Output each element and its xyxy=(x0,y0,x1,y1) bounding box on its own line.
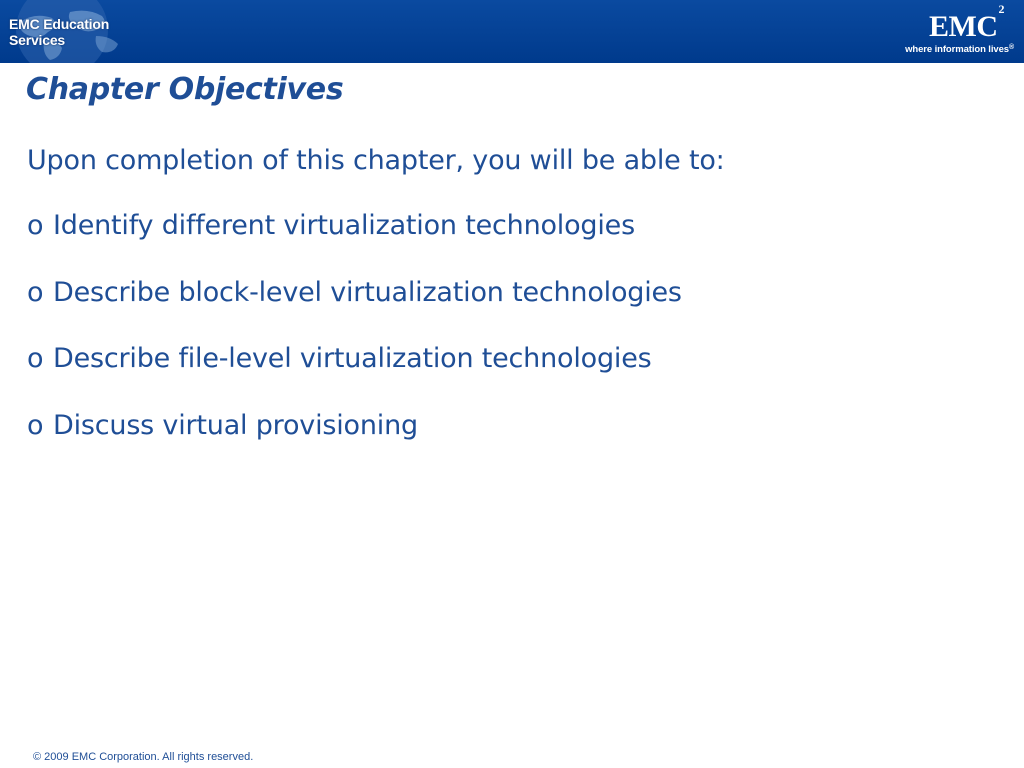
emc-tagline-text: where information lives xyxy=(905,44,1009,55)
emc-brand xyxy=(884,2,1004,43)
emc-tagline-mark: ® xyxy=(1008,44,1014,51)
emc-brand-text: EMC xyxy=(929,10,998,43)
list-item-text: Identify different virtualization technologies xyxy=(53,210,635,241)
slide-title: Chapter Objectives xyxy=(26,72,344,107)
bullet-marker: o xyxy=(27,276,44,308)
bullet-marker: o xyxy=(27,343,44,374)
intro-text: Upon completion of this chapter, you will be able to: xyxy=(27,145,725,176)
globe-logo-icon xyxy=(0,0,150,63)
emc-tagline xyxy=(884,44,1014,55)
bullet-marker: o xyxy=(27,409,44,441)
bullet-marker: o xyxy=(27,210,44,241)
list-item xyxy=(27,210,682,277)
list-item xyxy=(27,343,682,410)
list-item-text: Describe file-level virtualization technologies xyxy=(53,343,652,374)
education-services-logo-text: EMC Education Services xyxy=(9,16,110,48)
emc-logo xyxy=(884,2,1014,56)
list-item-text: Discuss virtual provisioning xyxy=(53,409,418,441)
list-item-text: Describe block-level virtualization technologies xyxy=(53,276,682,308)
header-bar xyxy=(0,0,1024,63)
objectives-list xyxy=(27,210,682,476)
list-item xyxy=(27,410,682,477)
emc-brand-superscript: 2 xyxy=(998,2,1004,16)
copyright-footer: © 2009 EMC Corporation. All rights reserved. xyxy=(33,751,254,763)
list-item xyxy=(27,277,682,344)
